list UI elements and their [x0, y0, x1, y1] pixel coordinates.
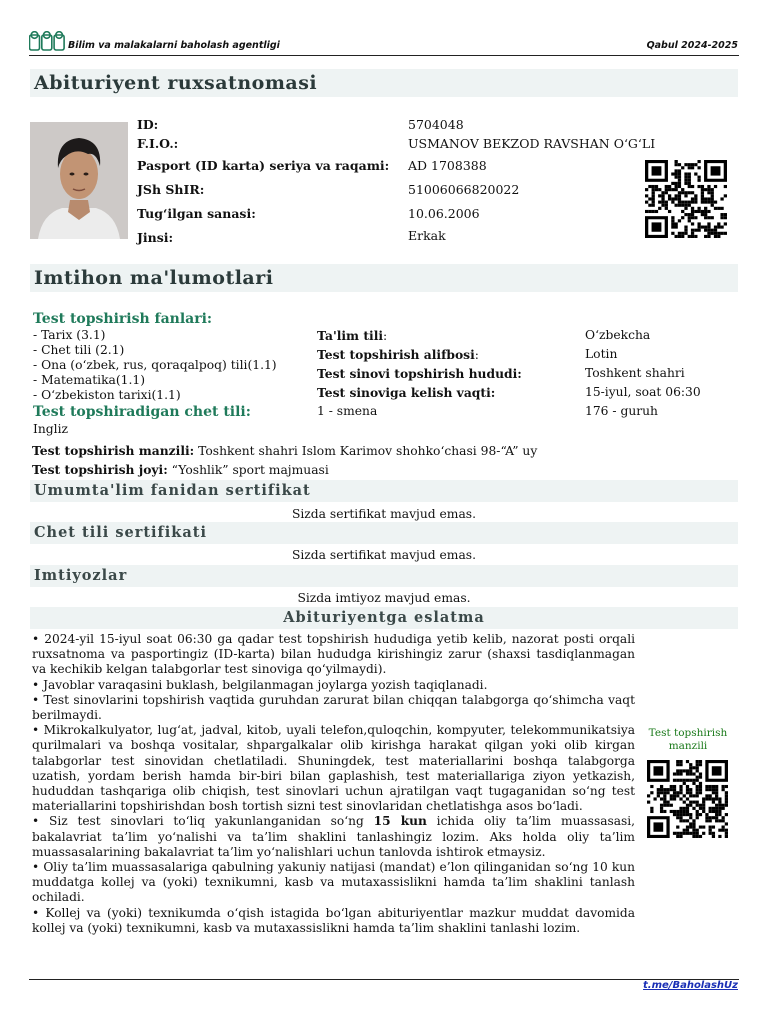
subject-item: - Tarix (3.1): [33, 328, 106, 342]
reminder-notes: [32, 632, 635, 936]
birthdate-value: 10.06.2006: [408, 206, 480, 221]
gender-label: Jinsi:: [137, 230, 174, 245]
smena-value: 1 - smena: [317, 404, 378, 418]
subject-item: - Chet tili (2.1): [33, 343, 125, 357]
note-item: • Mikrokalkulyator, lug‘at, jadval, kitob, uyali telefon,quloqchin, kompyuter, telekommunikatsiya qurilmalari va boshqa vositalar, shpargalkalar olib kirishga harakat qilgan yoki olib kirgan talabgorlar test sinovidan chetlatiladi. Shuningdek, test materiallarini boshqa talabgorga uzatish, yordam berish hamda bir-biri bilan gaplashish, test materiallariga ziyon yetkazish, hududdan tashqariga olib chiqish, test sinovlari uchun ajratilgan vaqt tugaganidan so‘ng test materiallarini topshirishdan bosh tortish sizni test sinovlaridan chetlatishga asos bo‘ladi.: [32, 723, 635, 814]
education-language-value: O‘zbekcha: [585, 328, 651, 342]
subjects-title: Test topshirish fanlari:: [33, 311, 213, 327]
foreign-certificate-title: Chet tili sertifikati: [30, 522, 738, 544]
general-certificate-message: Sizda sertifikat mavjud emas.: [291, 507, 477, 521]
exam-region-value: Toshkent shahri: [585, 366, 685, 380]
reminder-title: Abituriyentga eslatma: [30, 607, 738, 629]
exam-region-label: Test sinovi topshirish hududi:: [317, 366, 522, 381]
jshshir-label: JSh ShIR:: [137, 182, 205, 197]
id-label: ID:: [137, 117, 159, 132]
exam-section-title: Imtihon ma'lumotlari: [30, 264, 738, 292]
foreign-certificate-message: Sizda sertifikat mavjud emas.: [291, 548, 477, 562]
note-item: • Oliy ta’lim muassasalariga qabulning yakuniy natijasi (mandat) e’lon qilinganidan so‘ng 10 kun muddatga kollej va (yoki) texnikumni, kasb va mutaxassislikni hamda ta’lim shaklini tanlash ochiladi.: [32, 860, 635, 905]
id-value: 5704048: [408, 117, 464, 132]
privileges-message: Sizda imtiyoz mavjud emas.: [297, 591, 471, 605]
group-value: 176 - guruh: [585, 404, 658, 418]
gender-value: Erkak: [408, 228, 446, 243]
passport-label: Pasport (ID karta) seriya va raqami:: [137, 158, 390, 173]
fio-value: USMANOV BEKZOD RAVSHAN O‘G‘LI: [408, 136, 656, 151]
exam-place: Test topshirish joyi: “Yoshlik” sport majmuasi: [32, 462, 329, 477]
admission-year: Qabul 2024-2025: [646, 40, 738, 51]
arrival-time-label: Test sinoviga kelish vaqti:: [317, 385, 496, 400]
education-language-label: Ta'lim tili:: [317, 328, 388, 343]
fio-label: F.I.O.:: [137, 136, 179, 151]
telegram-link[interactable]: t.me/BaholashUz: [643, 980, 738, 991]
subject-item: - O‘zbekiston tarixi(1.1): [33, 388, 181, 402]
note-item: • Kollej va (yoki) texnikumda o‘qish istagida bo‘lgan abituriyentlar mazkur muddat davomida kollej va (yoki) texnikumni, kasb va mutaxassislikni hamda ta’lim shaklini tanlashi lozim.: [32, 905, 635, 935]
address-qr-caption: Test topshirish manzili: [648, 727, 728, 752]
address-qr-code: [647, 760, 728, 838]
foreign-language-title: Test topshiradigan chet tili:: [33, 404, 251, 420]
applicant-photo: [30, 122, 128, 239]
exam-address: Test topshirish manzili: Toshkent shahri Islom Karimov shohko‘chasi 98-“A” uy: [32, 443, 538, 458]
general-certificate-title: Umumta'lim fanidan sertifikat: [30, 480, 738, 502]
alphabet-value: Lotin: [585, 347, 618, 361]
agency-name: Bilim va malakalarni baholash agentligi: [68, 40, 280, 51]
jshshir-value: 51006066820022: [408, 182, 520, 197]
subject-item: - Ona (o‘zbek, rus, qoraqalpoq) tili(1.1): [33, 358, 277, 372]
note-item: • Siz test sinovlari to‘liq yakunlanganidan so‘ng 15 kun ichida oliy ta’lim muassasasi, bakalavriat ta’lim yo‘nalishi va ta’lim shaklini tanlashingiz lozim. Aks holda oliy ta’lim muassasalarining bakalavriat ta’lim yo‘nalishlari uchun tanlovda ishtirok etmaysiz.: [32, 814, 636, 859]
subject-item: - Matematika(1.1): [33, 373, 146, 387]
footer-divider: [29, 979, 739, 980]
foreign-language-value: Ingliz: [33, 422, 68, 436]
note-item: • Javoblar varaqasini buklash, belgilanmagan joylarga yozish taqiqlanadi.: [32, 677, 488, 692]
agency-logo: [29, 31, 65, 51]
passport-value: AD 1708388: [408, 158, 487, 173]
note-item: • Test sinovlarini topshirish vaqtida guruhdan zarurat bilan chiqqan talabgorga qo‘shimcha vaqt berilmaydi.: [32, 692, 635, 723]
applicant-qr-code: [645, 160, 727, 238]
privileges-title: Imtiyozlar: [30, 565, 738, 587]
page-title: Abituriyent ruxsatnomasi: [30, 69, 738, 97]
note-item: • 2024-yil 15-iyul soat 06:30 ga qadar test topshirish hududiga yetib kelib, nazorat posti orqali ruxsatnoma va pasportingiz (ID-karta) bilan hududga kirishingiz zarur (shaxsi tasdiqlanmagan va kechikib kelgan talabgorlar test sinoviga qo‘yilmaydi).: [32, 632, 635, 677]
arrival-time-value: 15-iyul, soat 06:30: [585, 385, 701, 399]
header-divider: [29, 55, 739, 56]
alphabet-label: Test topshirish alifbosi:: [317, 347, 479, 362]
birthdate-label: Tug‘ilgan sanasi:: [137, 206, 256, 221]
